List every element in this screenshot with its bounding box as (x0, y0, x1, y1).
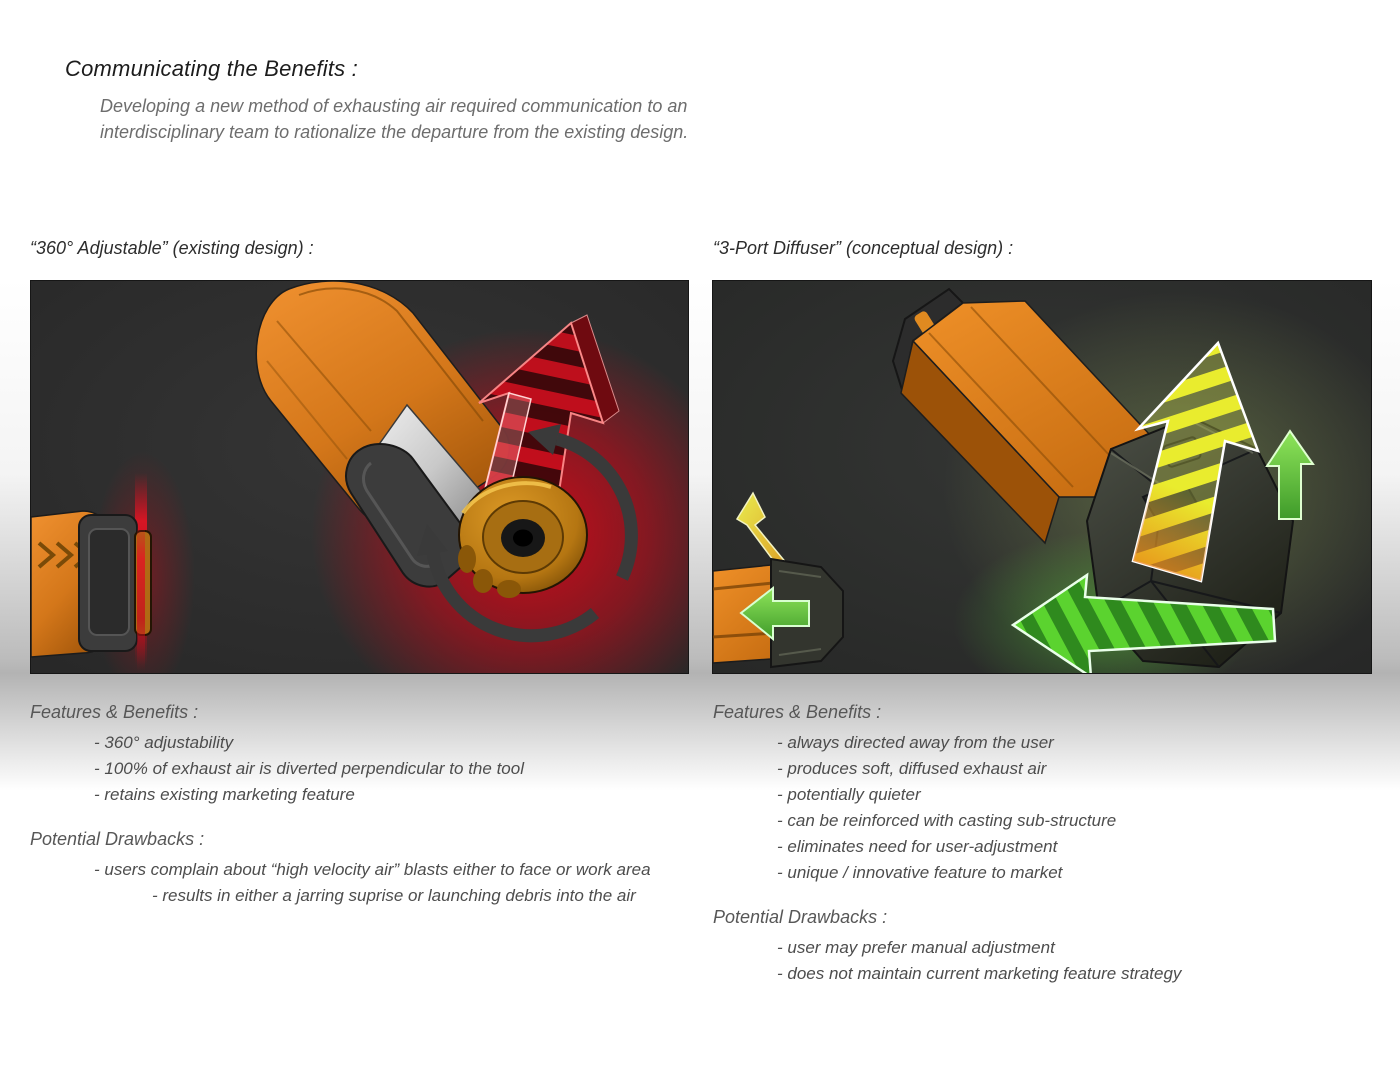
left-feature-item: - 100% of exhaust air is diverted perpendicular to the tool (94, 759, 524, 778)
right-render-illustration (713, 281, 1371, 673)
right-feature-item: - always directed away from the user (777, 733, 1054, 752)
left-panel-label: “360° Adjustable” (existing design) : (30, 238, 314, 258)
subtitle-line-1: Developing a new method of exhausting air required communication to an (100, 96, 688, 116)
right-feature-item: - can be reinforced with casting sub-structure (777, 811, 1117, 830)
left-render-illustration (31, 281, 688, 673)
left-render-panel (30, 280, 689, 674)
right-drawback-item: - does not maintain current marketing feature strategy (777, 964, 1182, 983)
left-feature-item: - 360° adjustability (94, 733, 234, 752)
right-drawbacks-heading: Potential Drawbacks : (713, 907, 888, 927)
left-drawbacks-heading: Potential Drawbacks : (30, 829, 205, 849)
page-title: Communicating the Benefits : (65, 56, 358, 81)
left-features-heading: Features & Benefits : (30, 702, 199, 722)
right-feature-item: - unique / innovative feature to market (777, 863, 1063, 882)
page-subtitle (100, 93, 688, 145)
right-feature-item: - eliminates need for user-adjustment (777, 837, 1058, 856)
right-drawback-item: - user may prefer manual adjustment (777, 938, 1055, 957)
right-feature-item: - produces soft, diffused exhaust air (777, 759, 1047, 778)
right-render-panel (712, 280, 1372, 674)
right-feature-item: - potentially quieter (777, 785, 921, 804)
left-drawback-item: - results in either a jarring suprise or launching debris into the air (152, 886, 636, 905)
right-panel-label: “3-Port Diffuser” (conceptual design) : (713, 238, 1014, 258)
subtitle-line-2: interdisciplinary team to rationalize the departure from the existing design. (100, 122, 689, 142)
left-feature-item: - retains existing marketing feature (94, 785, 355, 804)
right-notes-column (713, 702, 1385, 987)
left-drawback-item: - users complain about “high velocity air” blasts either to face or work area (94, 860, 651, 879)
left-notes-column (30, 702, 702, 909)
right-features-heading: Features & Benefits : (713, 702, 882, 722)
